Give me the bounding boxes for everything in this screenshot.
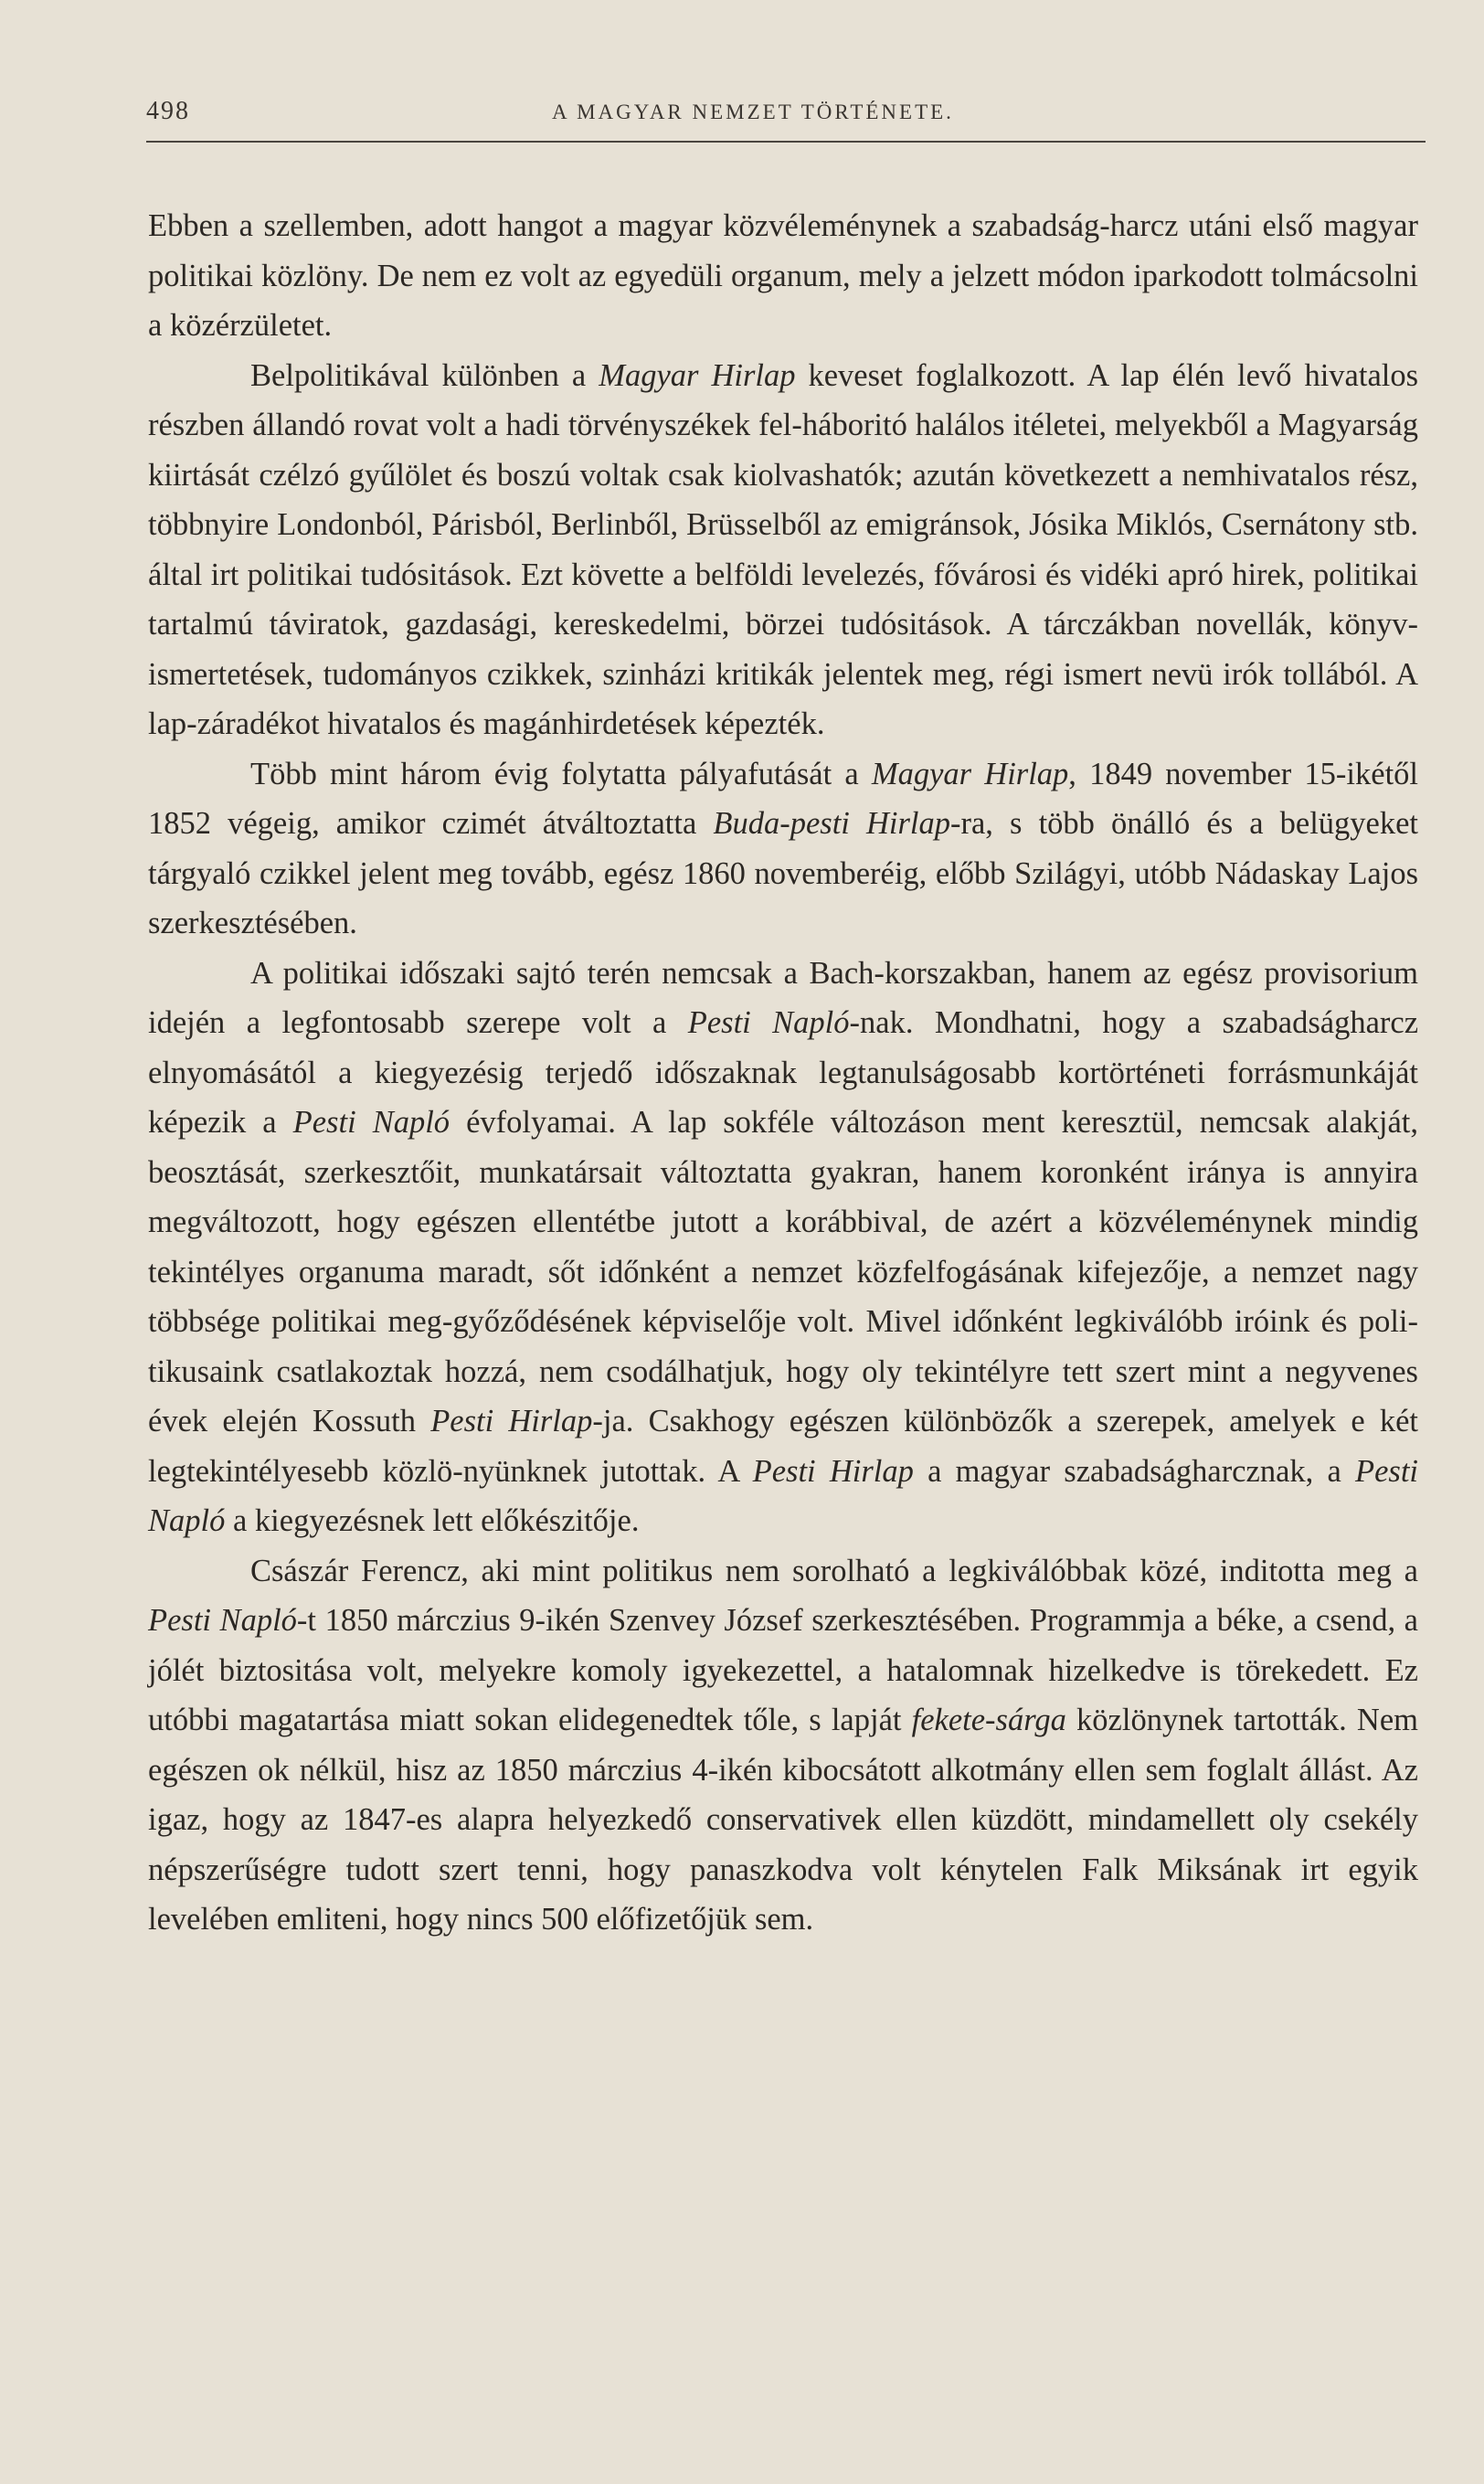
italic-title: Pesti Hirlap — [430, 1404, 593, 1438]
text-run: Császár Ferencz, aki mint politikus nem sorolható a legkiválóbbak közé, inditotta meg a — [250, 1553, 1418, 1588]
italic-title: Pesti Napló — [148, 1603, 297, 1638]
italic-title: Buda-pesti Hirlap — [713, 806, 951, 841]
italic-title: Magyar Hirlap — [871, 756, 1069, 791]
page-number: 498 — [146, 97, 190, 125]
paragraph — [148, 351, 1418, 749]
text-run: közlönynek tartották. Nem egészen ok nélkül, hisz az 1850 márczius 4-ikén kibocsátott alkotmány ellen sem foglalt állást. Az igaz, hogy az 1847-es alapra helyezkedő conservativek ellen küzdött, mindamellett oly csekély népszerűségre tudott szert tenni, hogy panaszkodva volt kénytelen Falk Miksának irt egyik levelében emliteni, hogy nincs 500 előfizetőjük sem. — [148, 1703, 1418, 1937]
text-run: évfolyamai. A lap sokféle változáson ment keresztül, nemcsak alakját, beosztását, szerkesztőit, munkatársait változtatta gyakran, hanem koronként iránya is annyira megváltozott, hogy egészen ellentétbe jutott a korábbival, de azért a közvéleménynek mindig tekintélyes organuma maradt, sőt időnként a nemzet közfelfogásának kifejezője, a nemzet nagy többsége politikai meg-győződésének képviselője volt. Mivel időnként legkiválóbb iróink és poli-tikusaink csatlakoztak hozzá, nem csodálhatjuk, hogy oly tekintélyre tett szert mint a negyvenes évek elején Kossuth — [148, 1105, 1418, 1438]
text-run: a magyar szabadságharcznak, a — [913, 1453, 1356, 1489]
paragraph — [148, 201, 1418, 351]
italic-title: Pesti Napló — [148, 1453, 1418, 1538]
text-run: Ebben a szellemben, adott hangot a magyar közvéleménynek a szabadság-harcz utáni első magyar politikai közlöny. De nem ez volt az egyedüli organum, mely a jelzett módon iparkodott tolmácsolni a közérzületet. — [148, 208, 1418, 343]
text-run: , 1849 november 15-ikétől 1852 végeig, amikor czimét átváltoztatta — [148, 756, 1418, 841]
body-text — [148, 201, 1418, 1945]
text-run: a kiegyezésnek lett előkészitője. — [225, 1503, 640, 1538]
text-run: Belpolitikával különben a — [250, 357, 599, 393]
paragraph — [148, 1546, 1418, 1945]
page-header — [146, 90, 1426, 144]
italic-title: Pesti Napló — [687, 1005, 850, 1040]
paragraph — [148, 749, 1418, 949]
text-run: Több mint három évig folytatta pályafutását a — [250, 756, 872, 791]
running-title: A MAGYAR NEMZET TÖRTÉNETE. — [552, 101, 954, 123]
italic-title: Pesti Napló — [292, 1105, 450, 1140]
text-run: -t 1850 márczius 9-ikén Szenvey József szerkesztésében. Programmja a béke, a csend, a jólét biztositása volt, melyekre komoly igyekezettel, a hatalomnak hizelkedve is törekedett. Ez utóbbi magatartása miatt sokan elidegenedtek tőle, s lapját — [148, 1603, 1418, 1737]
text-run: -ja. Csakhogy egészen különbözők a szerepek, amelyek e két legtekintélyesebb közlö-nyünknek jutottak. A — [148, 1404, 1418, 1489]
italic-title: Magyar Hirlap — [599, 357, 796, 393]
italic-title: fekete-sárga — [911, 1703, 1066, 1737]
text-run: -ra, s több önálló és a belügyeket tárgyaló czikkel jelent meg tovább, egész 1860 novemberéig, előbb Szilágyi, utóbb Nádaskay Lajos szerkesztésében. — [148, 806, 1419, 940]
header-rule — [146, 141, 1426, 143]
italic-title: Pesti Hirlap — [752, 1453, 914, 1489]
paragraph — [148, 949, 1418, 1546]
text-run: -nak. Mondhatni, hogy a szabadságharcz elnyomásától a kiegyezésig terjedő időszaknak legtanulságosabb kortörténeti forrásmunkáját képezik a — [148, 1005, 1419, 1140]
text-run: keveset foglalkozott. A lap élén levő hivatalos részben állandó rovat volt a hadi törvényszékek fel-háboritó halálos itéletei, melyekből a Magyarság kiirtását czélzó gyűlölet és boszú voltak csak kiolvashatók; azután következett a nemhivatalos rész, többnyire Londonból, Párisból, Berlinből, Brüsselből az emigránsok, Jósika Miklós, Csernátony stb. által irt politikai tudósitások. Ezt követte a belföldi levelezés, fővárosi és vidéki apró hirek, politikai tartalmú táviratok, gazdasági, kereskedelmi, börzei tudósitások. A tárczákban novellák, könyv-ismertetések, tudományos czikkek, szinházi kritikák jelentek meg, régi ismert nevü irók tollából. A lap-záradékot hivatalos és magánhirdetések képezték. — [148, 357, 1419, 741]
text-run: A politikai időszaki sajtó terén nemcsak a Bach-korszakban, hanem az egész provisorium idején a legfontosabb szerepe volt a — [148, 955, 1418, 1040]
